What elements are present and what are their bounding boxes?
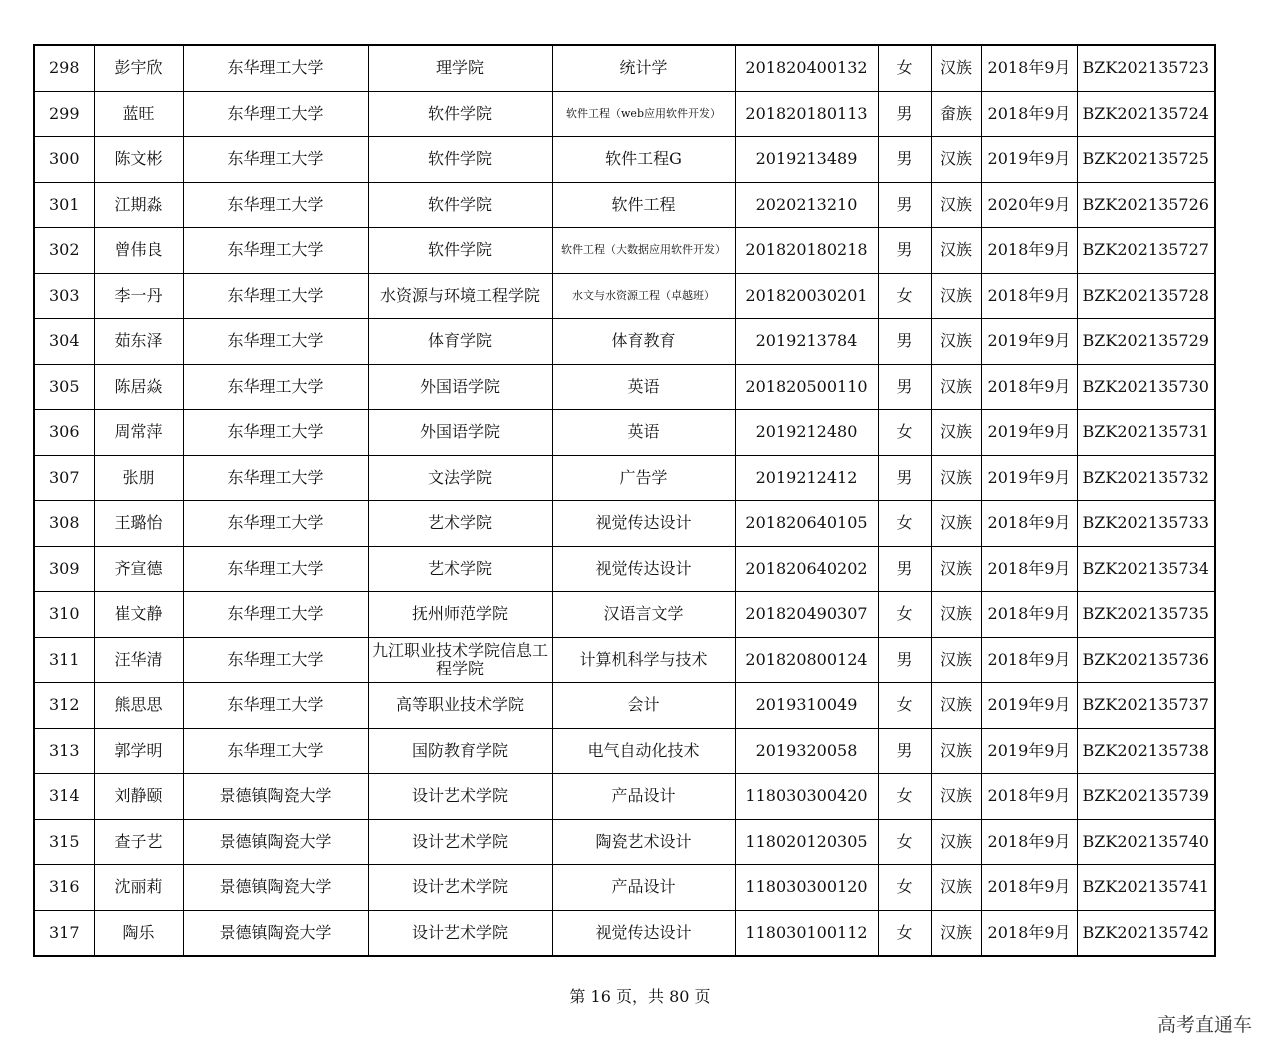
table-row bbox=[34, 364, 1215, 410]
cell-certificate-code: BZK202135739 bbox=[1077, 774, 1215, 820]
cell-row-number: 305 bbox=[34, 364, 94, 410]
cell-student-id: 2019310049 bbox=[735, 683, 878, 729]
cell-row-number: 317 bbox=[34, 910, 94, 956]
cell-major: 软件工程（web应用软件开发） bbox=[552, 91, 735, 137]
cell-row-number: 302 bbox=[34, 228, 94, 274]
cell-major: 水文与水资源工程（卓越班） bbox=[552, 273, 735, 319]
cell-enrollment-date: 2018年9月 bbox=[981, 228, 1077, 274]
cell-enrollment-date: 2019年9月 bbox=[981, 728, 1077, 774]
cell-student-name: 茹东泽 bbox=[94, 319, 183, 365]
cell-ethnicity: 汉族 bbox=[931, 910, 981, 956]
cell-college: 软件学院 bbox=[368, 228, 552, 274]
cell-university: 东华理工大学 bbox=[183, 546, 368, 592]
cell-student-id: 2019320058 bbox=[735, 728, 878, 774]
cell-row-number: 311 bbox=[34, 637, 94, 683]
cell-ethnicity: 汉族 bbox=[931, 501, 981, 547]
cell-college: 软件学院 bbox=[368, 137, 552, 183]
cell-certificate-code: BZK202135730 bbox=[1077, 364, 1215, 410]
cell-row-number: 304 bbox=[34, 319, 94, 365]
cell-university: 景德镇陶瓷大学 bbox=[183, 819, 368, 865]
cell-row-number: 312 bbox=[34, 683, 94, 729]
cell-college: 外国语学院 bbox=[368, 410, 552, 456]
cell-student-name: 齐宣德 bbox=[94, 546, 183, 592]
cell-enrollment-date: 2018年9月 bbox=[981, 774, 1077, 820]
cell-certificate-code: BZK202135737 bbox=[1077, 683, 1215, 729]
table-row bbox=[34, 774, 1215, 820]
cell-certificate-code: BZK202135731 bbox=[1077, 410, 1215, 456]
cell-ethnicity: 汉族 bbox=[931, 45, 981, 91]
cell-university: 景德镇陶瓷大学 bbox=[183, 910, 368, 956]
cell-ethnicity: 汉族 bbox=[931, 683, 981, 729]
cell-row-number: 308 bbox=[34, 501, 94, 547]
cell-university: 东华理工大学 bbox=[183, 137, 368, 183]
page-indicator bbox=[0, 984, 1280, 1007]
cell-student-name: 王璐怡 bbox=[94, 501, 183, 547]
cell-enrollment-date: 2018年9月 bbox=[981, 91, 1077, 137]
table-row bbox=[34, 45, 1215, 91]
current-page-number: 16 bbox=[590, 987, 611, 1006]
cell-university: 东华理工大学 bbox=[183, 637, 368, 683]
cell-certificate-code: BZK202135729 bbox=[1077, 319, 1215, 365]
cell-student-id: 201820030201 bbox=[735, 273, 878, 319]
cell-enrollment-date: 2019年9月 bbox=[981, 683, 1077, 729]
cell-enrollment-date: 2018年9月 bbox=[981, 910, 1077, 956]
cell-major: 汉语言文学 bbox=[552, 592, 735, 638]
cell-student-id: 2019212412 bbox=[735, 455, 878, 501]
cell-gender: 男 bbox=[878, 182, 931, 228]
cell-enrollment-date: 2018年9月 bbox=[981, 592, 1077, 638]
cell-certificate-code: BZK202135736 bbox=[1077, 637, 1215, 683]
cell-student-name: 彭宇欣 bbox=[94, 45, 183, 91]
table-row bbox=[34, 865, 1215, 911]
cell-college: 设计艺术学院 bbox=[368, 819, 552, 865]
cell-major: 英语 bbox=[552, 364, 735, 410]
cell-college: 艺术学院 bbox=[368, 546, 552, 592]
cell-ethnicity: 汉族 bbox=[931, 728, 981, 774]
cell-row-number: 300 bbox=[34, 137, 94, 183]
cell-enrollment-date: 2019年9月 bbox=[981, 319, 1077, 365]
cell-gender: 女 bbox=[878, 910, 931, 956]
cell-gender: 女 bbox=[878, 819, 931, 865]
roster-body bbox=[34, 45, 1215, 956]
cell-university: 东华理工大学 bbox=[183, 501, 368, 547]
cell-major: 英语 bbox=[552, 410, 735, 456]
cell-student-name: 刘静颐 bbox=[94, 774, 183, 820]
cell-ethnicity: 汉族 bbox=[931, 865, 981, 911]
cell-gender: 男 bbox=[878, 637, 931, 683]
cell-college: 水资源与环境工程学院 bbox=[368, 273, 552, 319]
table-row bbox=[34, 501, 1215, 547]
table-row bbox=[34, 455, 1215, 501]
cell-ethnicity: 汉族 bbox=[931, 182, 981, 228]
cell-row-number: 313 bbox=[34, 728, 94, 774]
table-row bbox=[34, 182, 1215, 228]
cell-enrollment-date: 2018年9月 bbox=[981, 865, 1077, 911]
cell-major: 产品设计 bbox=[552, 774, 735, 820]
cell-certificate-code: BZK202135742 bbox=[1077, 910, 1215, 956]
cell-major: 产品设计 bbox=[552, 865, 735, 911]
cell-ethnicity: 汉族 bbox=[931, 319, 981, 365]
cell-ethnicity: 畲族 bbox=[931, 91, 981, 137]
cell-gender: 男 bbox=[878, 728, 931, 774]
cell-gender: 女 bbox=[878, 273, 931, 319]
cell-student-name: 陈文彬 bbox=[94, 137, 183, 183]
cell-college: 软件学院 bbox=[368, 182, 552, 228]
cell-row-number: 298 bbox=[34, 45, 94, 91]
table-row bbox=[34, 637, 1215, 683]
cell-certificate-code: BZK202135740 bbox=[1077, 819, 1215, 865]
cell-student-id: 201820640105 bbox=[735, 501, 878, 547]
cell-certificate-code: BZK202135728 bbox=[1077, 273, 1215, 319]
page-label-mid: 页，共 bbox=[615, 987, 664, 1006]
cell-enrollment-date: 2018年9月 bbox=[981, 45, 1077, 91]
cell-university: 东华理工大学 bbox=[183, 455, 368, 501]
cell-gender: 女 bbox=[878, 865, 931, 911]
cell-certificate-code: BZK202135741 bbox=[1077, 865, 1215, 911]
cell-major: 体育教育 bbox=[552, 319, 735, 365]
cell-major: 软件工程G bbox=[552, 137, 735, 183]
cell-gender: 女 bbox=[878, 410, 931, 456]
watermark-text: 高考直通车 bbox=[1156, 1014, 1252, 1036]
cell-student-name: 郭学明 bbox=[94, 728, 183, 774]
cell-ethnicity: 汉族 bbox=[931, 228, 981, 274]
cell-gender: 男 bbox=[878, 546, 931, 592]
cell-college: 文法学院 bbox=[368, 455, 552, 501]
cell-student-name: 周常萍 bbox=[94, 410, 183, 456]
student-roster-table bbox=[33, 44, 1216, 957]
cell-student-id: 2019212480 bbox=[735, 410, 878, 456]
cell-university: 东华理工大学 bbox=[183, 273, 368, 319]
cell-student-name: 曾伟良 bbox=[94, 228, 183, 274]
cell-gender: 女 bbox=[878, 45, 931, 91]
cell-enrollment-date: 2018年9月 bbox=[981, 501, 1077, 547]
cell-college: 设计艺术学院 bbox=[368, 774, 552, 820]
cell-student-name: 查子艺 bbox=[94, 819, 183, 865]
cell-major: 软件工程 bbox=[552, 182, 735, 228]
cell-enrollment-date: 2020年9月 bbox=[981, 182, 1077, 228]
cell-student-id: 201820640202 bbox=[735, 546, 878, 592]
cell-certificate-code: BZK202135735 bbox=[1077, 592, 1215, 638]
cell-certificate-code: BZK202135734 bbox=[1077, 546, 1215, 592]
table-row bbox=[34, 683, 1215, 729]
cell-student-name: 张朋 bbox=[94, 455, 183, 501]
cell-gender: 男 bbox=[878, 455, 931, 501]
table-row bbox=[34, 728, 1215, 774]
cell-gender: 男 bbox=[878, 364, 931, 410]
cell-student-name: 陈居焱 bbox=[94, 364, 183, 410]
cell-college: 设计艺术学院 bbox=[368, 910, 552, 956]
cell-major: 会计 bbox=[552, 683, 735, 729]
cell-ethnicity: 汉族 bbox=[931, 410, 981, 456]
cell-row-number: 306 bbox=[34, 410, 94, 456]
cell-student-id: 118030300420 bbox=[735, 774, 878, 820]
cell-university: 东华理工大学 bbox=[183, 683, 368, 729]
cell-student-id: 201820400132 bbox=[735, 45, 878, 91]
cell-enrollment-date: 2019年9月 bbox=[981, 137, 1077, 183]
cell-ethnicity: 汉族 bbox=[931, 455, 981, 501]
cell-student-name: 陶乐 bbox=[94, 910, 183, 956]
cell-enrollment-date: 2018年9月 bbox=[981, 546, 1077, 592]
cell-ethnicity: 汉族 bbox=[931, 137, 981, 183]
cell-university: 东华理工大学 bbox=[183, 728, 368, 774]
cell-ethnicity: 汉族 bbox=[931, 546, 981, 592]
cell-enrollment-date: 2018年9月 bbox=[981, 364, 1077, 410]
cell-college: 软件学院 bbox=[368, 91, 552, 137]
cell-row-number: 315 bbox=[34, 819, 94, 865]
cell-student-name: 沈丽莉 bbox=[94, 865, 183, 911]
cell-major: 视觉传达设计 bbox=[552, 910, 735, 956]
cell-college: 设计艺术学院 bbox=[368, 865, 552, 911]
cell-college: 外国语学院 bbox=[368, 364, 552, 410]
cell-university: 东华理工大学 bbox=[183, 228, 368, 274]
page-label-prefix: 第 bbox=[569, 987, 586, 1006]
cell-student-id: 201820180218 bbox=[735, 228, 878, 274]
cell-row-number: 314 bbox=[34, 774, 94, 820]
cell-student-id: 201820800124 bbox=[735, 637, 878, 683]
cell-student-id: 201820500110 bbox=[735, 364, 878, 410]
cell-gender: 女 bbox=[878, 683, 931, 729]
cell-row-number: 310 bbox=[34, 592, 94, 638]
cell-major: 陶瓷艺术设计 bbox=[552, 819, 735, 865]
cell-certificate-code: BZK202135733 bbox=[1077, 501, 1215, 547]
cell-ethnicity: 汉族 bbox=[931, 819, 981, 865]
cell-university: 东华理工大学 bbox=[183, 410, 368, 456]
cell-university: 东华理工大学 bbox=[183, 319, 368, 365]
cell-college: 艺术学院 bbox=[368, 501, 552, 547]
cell-gender: 男 bbox=[878, 228, 931, 274]
cell-certificate-code: BZK202135738 bbox=[1077, 728, 1215, 774]
table-row bbox=[34, 273, 1215, 319]
cell-college: 体育学院 bbox=[368, 319, 552, 365]
cell-major: 软件工程（大数据应用软件开发） bbox=[552, 228, 735, 274]
table-row bbox=[34, 137, 1215, 183]
cell-college: 九江职业技术学院信息工程学院 bbox=[368, 637, 552, 683]
cell-university: 东华理工大学 bbox=[183, 91, 368, 137]
cell-student-id: 201820180113 bbox=[735, 91, 878, 137]
cell-student-id: 118030300120 bbox=[735, 865, 878, 911]
cell-row-number: 307 bbox=[34, 455, 94, 501]
table-row bbox=[34, 319, 1215, 365]
cell-major: 视觉传达设计 bbox=[552, 501, 735, 547]
cell-student-name: 李一丹 bbox=[94, 273, 183, 319]
cell-university: 东华理工大学 bbox=[183, 592, 368, 638]
cell-enrollment-date: 2019年9月 bbox=[981, 455, 1077, 501]
cell-major: 电气自动化技术 bbox=[552, 728, 735, 774]
cell-college: 高等职业技术学院 bbox=[368, 683, 552, 729]
cell-row-number: 301 bbox=[34, 182, 94, 228]
cell-gender: 男 bbox=[878, 137, 931, 183]
cell-gender: 男 bbox=[878, 319, 931, 365]
cell-college: 抚州师范学院 bbox=[368, 592, 552, 638]
cell-row-number: 299 bbox=[34, 91, 94, 137]
cell-gender: 女 bbox=[878, 501, 931, 547]
total-pages-number: 80 bbox=[669, 987, 690, 1006]
cell-ethnicity: 汉族 bbox=[931, 273, 981, 319]
table-row bbox=[34, 546, 1215, 592]
cell-university: 东华理工大学 bbox=[183, 364, 368, 410]
cell-certificate-code: BZK202135724 bbox=[1077, 91, 1215, 137]
table-row bbox=[34, 410, 1215, 456]
cell-certificate-code: BZK202135723 bbox=[1077, 45, 1215, 91]
page-label-suffix: 页 bbox=[694, 987, 711, 1006]
cell-university: 景德镇陶瓷大学 bbox=[183, 774, 368, 820]
cell-ethnicity: 汉族 bbox=[931, 637, 981, 683]
cell-university: 东华理工大学 bbox=[183, 45, 368, 91]
cell-ethnicity: 汉族 bbox=[931, 364, 981, 410]
cell-student-id: 2019213489 bbox=[735, 137, 878, 183]
cell-student-name: 崔文静 bbox=[94, 592, 183, 638]
cell-student-name: 江期淼 bbox=[94, 182, 183, 228]
cell-ethnicity: 汉族 bbox=[931, 774, 981, 820]
cell-enrollment-date: 2018年9月 bbox=[981, 273, 1077, 319]
cell-college: 国防教育学院 bbox=[368, 728, 552, 774]
cell-major: 统计学 bbox=[552, 45, 735, 91]
cell-row-number: 309 bbox=[34, 546, 94, 592]
cell-ethnicity: 汉族 bbox=[931, 592, 981, 638]
cell-gender: 女 bbox=[878, 774, 931, 820]
cell-enrollment-date: 2018年9月 bbox=[981, 819, 1077, 865]
table-row bbox=[34, 910, 1215, 956]
cell-student-id: 118020120305 bbox=[735, 819, 878, 865]
cell-student-id: 201820490307 bbox=[735, 592, 878, 638]
cell-enrollment-date: 2019年9月 bbox=[981, 410, 1077, 456]
cell-certificate-code: BZK202135726 bbox=[1077, 182, 1215, 228]
cell-student-name: 蓝旺 bbox=[94, 91, 183, 137]
cell-enrollment-date: 2018年9月 bbox=[981, 637, 1077, 683]
cell-major: 计算机科学与技术 bbox=[552, 637, 735, 683]
cell-certificate-code: BZK202135725 bbox=[1077, 137, 1215, 183]
cell-student-name: 汪华清 bbox=[94, 637, 183, 683]
cell-university: 景德镇陶瓷大学 bbox=[183, 865, 368, 911]
cell-certificate-code: BZK202135727 bbox=[1077, 228, 1215, 274]
cell-gender: 男 bbox=[878, 91, 931, 137]
cell-student-id: 2019213784 bbox=[735, 319, 878, 365]
cell-row-number: 303 bbox=[34, 273, 94, 319]
table-row bbox=[34, 592, 1215, 638]
cell-major: 视觉传达设计 bbox=[552, 546, 735, 592]
cell-student-name: 熊思思 bbox=[94, 683, 183, 729]
cell-student-id: 2020213210 bbox=[735, 182, 878, 228]
cell-gender: 女 bbox=[878, 592, 931, 638]
cell-row-number: 316 bbox=[34, 865, 94, 911]
cell-certificate-code: BZK202135732 bbox=[1077, 455, 1215, 501]
cell-college: 理学院 bbox=[368, 45, 552, 91]
cell-major: 广告学 bbox=[552, 455, 735, 501]
cell-university: 东华理工大学 bbox=[183, 182, 368, 228]
cell-student-id: 118030100112 bbox=[735, 910, 878, 956]
table-row bbox=[34, 819, 1215, 865]
table-row bbox=[34, 228, 1215, 274]
table-row bbox=[34, 91, 1215, 137]
